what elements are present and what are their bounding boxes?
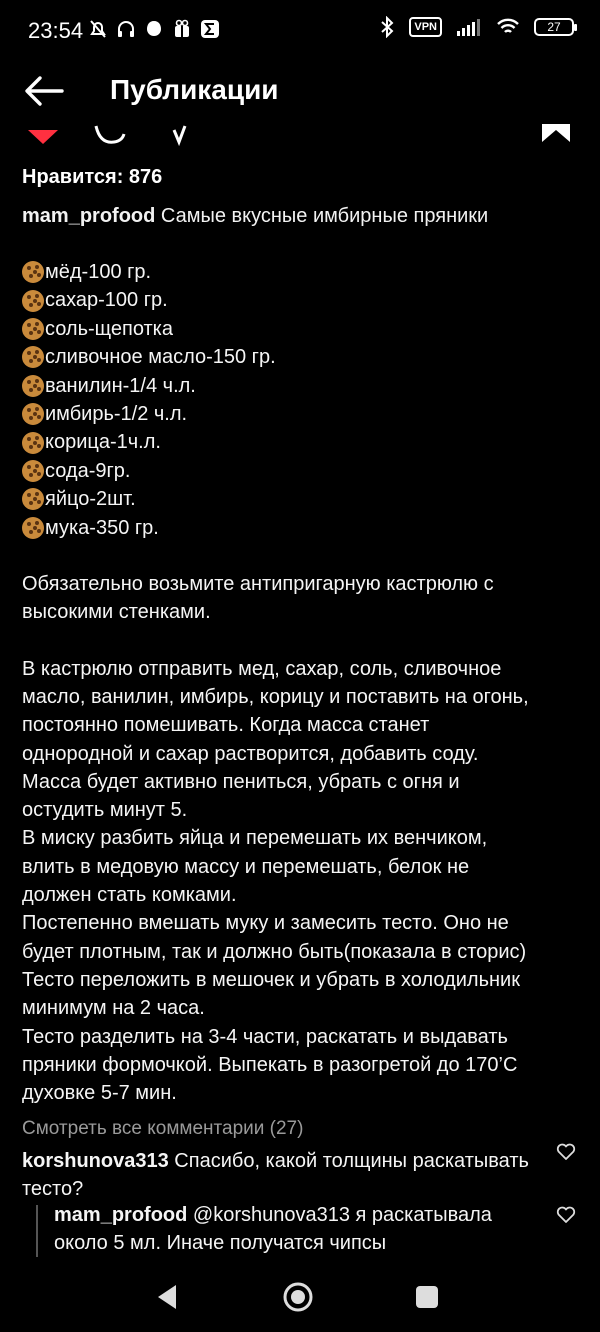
vpn-badge: VPN (409, 17, 442, 37)
battery-indicator (534, 18, 574, 36)
ingredient-item (22, 372, 582, 400)
post-caption-header (22, 202, 582, 230)
ingredient-text: корица-1ч.л. (45, 431, 161, 454)
battery-level: 27 (547, 20, 561, 34)
reply-thread-line (36, 1205, 38, 1257)
post-content (22, 160, 582, 1203)
cookie-emoji-icon (22, 290, 44, 312)
cookie-emoji-icon (22, 488, 44, 510)
app-header (0, 60, 600, 122)
sigma-app-icon (200, 18, 220, 40)
ingredient-text: мука-350 гр. (45, 516, 159, 539)
nav-back-icon[interactable] (150, 1280, 184, 1314)
cookie-emoji-icon (22, 375, 44, 397)
ingredient-item (22, 428, 582, 456)
share-icon[interactable] (170, 122, 190, 148)
cookie-emoji-icon (22, 432, 44, 454)
cookie-emoji-icon (22, 346, 44, 368)
ingredient-text: сахар-100 гр. (45, 289, 168, 312)
signal-icon (456, 18, 482, 36)
bluetooth-icon (379, 16, 395, 38)
ingredient-item (22, 315, 582, 343)
comment-like-heart-icon[interactable] (556, 1143, 576, 1161)
status-time: 23:54 (28, 18, 84, 43)
ingredient-item (22, 514, 582, 542)
like-heart-icon[interactable] (26, 122, 60, 148)
ingredient-item (22, 258, 582, 286)
ingredient-item (22, 286, 582, 314)
status-bar (0, 0, 600, 60)
ingredient-text: ванилин-1/4 ч.л. (45, 374, 196, 397)
ingredient-list (22, 258, 582, 542)
view-all-comments-link[interactable]: Смотреть все комментарии (27) (22, 1118, 304, 1140)
ingredient-item (22, 400, 582, 428)
cookie-emoji-icon (22, 261, 44, 283)
ingredient-text: мёд-100 гр. (45, 261, 152, 283)
comment-text: Спасибо, какой толщины раскатывать тесто? (22, 1150, 529, 1201)
ingredient-text: яйцо-2шт. (45, 488, 136, 511)
headphones-icon (116, 18, 136, 40)
reply-body (54, 1201, 524, 1257)
ingredient-item (22, 457, 582, 485)
cookie-emoji-icon (22, 460, 44, 482)
nav-recents-icon[interactable] (410, 1280, 444, 1314)
alarm-off-icon (88, 18, 108, 40)
post-title: Самые вкусные имбирные пряники (160, 205, 489, 227)
gift-icon (172, 18, 192, 40)
likes-count[interactable]: Нравится: 876 (22, 166, 163, 188)
ingredient-text: сода-9гр. (45, 459, 131, 482)
post-actions-row (0, 122, 600, 148)
back-arrow-icon[interactable] (22, 72, 66, 110)
wifi-icon (496, 17, 520, 37)
comment-reply (22, 1201, 582, 1263)
ingredient-item (22, 485, 582, 513)
app-notification-icon (144, 18, 164, 40)
post-author[interactable]: mam_profood (22, 205, 156, 227)
comment-item (22, 1147, 542, 1203)
system-indicators (379, 16, 574, 38)
pan-note: Обязательно возьмите антипригарную кастрюлю с высокими стенками. (22, 573, 494, 624)
ingredient-item (22, 343, 582, 371)
ingredient-text: имбирь-1/2 ч.л. (45, 403, 188, 426)
reply-mention[interactable]: @korshunova313 (192, 1204, 350, 1226)
cookie-emoji-icon (22, 403, 44, 425)
nav-home-icon[interactable] (281, 1280, 315, 1314)
system-navigation-bar (0, 1262, 600, 1332)
page-title: Публикации (110, 74, 279, 105)
cookie-emoji-icon (22, 318, 44, 340)
notification-icons (88, 18, 220, 40)
reply-author[interactable]: mam_profood (54, 1204, 188, 1226)
recipe-instructions: В кастрюлю отправить мед, сахар, соль, сливочное масло, ванилин, имбирь, корицу и поставить на огонь, постоянно помешивать. Когда масса станет однородной и сахар растворится, добавить соду. Масса будет активно пениться, убрать с огня и остудить минут 5. В миску разбить яйца и перемешать их венчиком, влить в медовую массу и перемешать, белок не должен стать комками. Постепенно вмешать муку и замесить тесто. Оно не будет плотным, так и должно быть(показала в сторис) Тесто переложить в мешочек и убрать в холодильник минимум на 2 часа. Тесто разделить на 3-4 части, раскатать и выдавать пряники формочкой. Выпекать в разогретой до 170’С духовке 5-7 мин. (22, 657, 529, 1105)
reply-like-heart-icon[interactable] (556, 1206, 576, 1224)
bookmark-icon[interactable] (540, 122, 572, 148)
ingredient-text: соль-щепотка (45, 317, 173, 340)
comment-author[interactable]: korshunova313 (22, 1150, 169, 1173)
comment-icon[interactable] (92, 122, 128, 148)
ingredient-text: сливочное масло-150 гр. (45, 346, 276, 369)
reply-text: я раскатывала около 5 мл. Иначе получатся чипсы (54, 1204, 492, 1254)
cookie-emoji-icon (22, 517, 44, 539)
